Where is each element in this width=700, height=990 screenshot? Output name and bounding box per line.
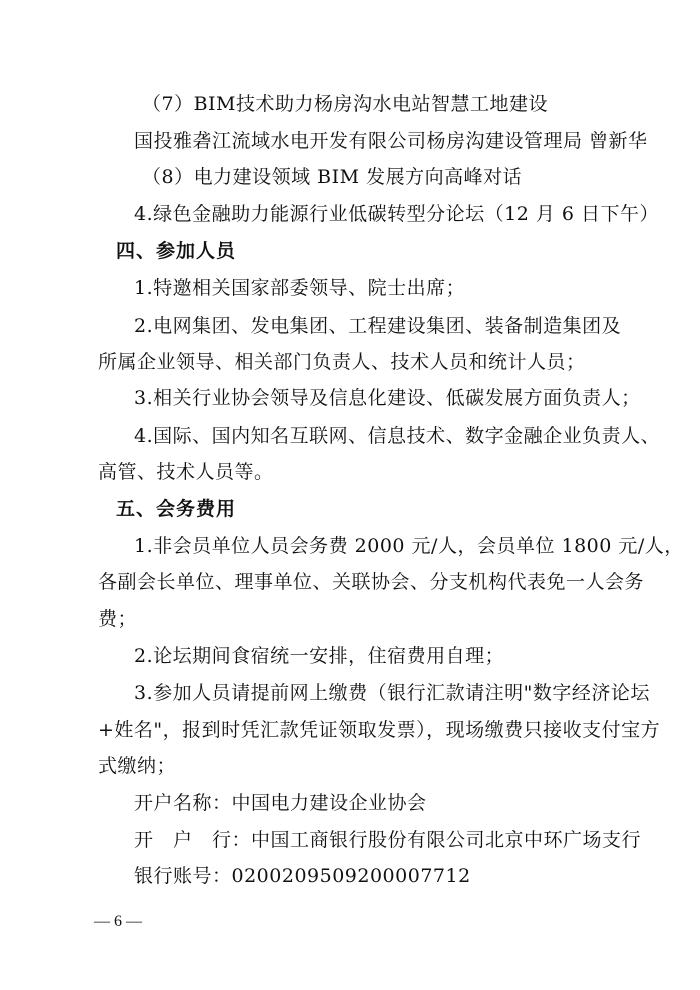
agenda-item-7: （7）BIM技术助力杨房沟水电站智慧工地建设 xyxy=(142,93,549,115)
attendee-item-4: 4.国际、国内知名互联网、信息技术、数字金融企业负责人、 xyxy=(134,425,661,447)
section-heading-attendees: 四、参加人员 xyxy=(116,240,237,262)
fee-item-1-cont: 各副会长单位、理事单位、关联协会、分支机构代表免一人会务 xyxy=(98,571,645,593)
fee-item-3: 3.参加人员请提前网上缴费（银行汇款请注明"数字经济论坛 xyxy=(134,682,650,704)
attendee-item-4-cont: 高管、技术人员等。 xyxy=(98,461,274,483)
attendee-item-2: 2.电网集团、发电集团、工程建设集团、装备制造集团及 xyxy=(134,315,622,337)
speaker-line: 国投雅砻江流域水电开发有限公司杨房沟建设管理局 曾新华 xyxy=(134,130,648,152)
page-number: — 6 — xyxy=(94,913,142,930)
account-bank: 开 户 行：中国工商银行股份有限公司北京中环广场支行 xyxy=(134,829,642,851)
account-name: 开户名称：中国电力建设企业协会 xyxy=(134,792,427,814)
fee-item-3-cont-2: 式缴纳； xyxy=(98,755,177,777)
account-number: 银行账号：0200209509200007712 xyxy=(134,865,471,887)
attendee-item-2-cont: 所属企业领导、相关部门负责人、技术人员和统计人员； xyxy=(98,351,586,373)
fee-item-1-cont-2: 费； xyxy=(98,608,138,630)
section-heading-fees: 五、会务费用 xyxy=(116,498,237,520)
agenda-item-8: （8）电力建设领域 BIM 发展方向高峰对话 xyxy=(142,166,523,188)
forum-4-title: 4.绿色金融助力能源行业低碳转型分论坛（12 月 6 日下午） xyxy=(134,203,660,225)
fee-item-1: 1.非会员单位人员会务费 2000 元/人，会员单位 1800 元/人， xyxy=(134,535,684,557)
attendee-item-1: 1.特邀相关国家部委领导、院士出席； xyxy=(134,277,466,299)
fee-item-2: 2.论坛期间食宿统一安排，住宿费用自理； xyxy=(134,645,505,667)
attendee-item-3: 3.相关行业协会领导及信息化建设、低碳发展方面负责人； xyxy=(134,387,641,409)
fee-item-3-cont: +姓名"，报到时凭汇款凭证领取发票），现场缴费只接收支付宝方 xyxy=(98,719,661,741)
